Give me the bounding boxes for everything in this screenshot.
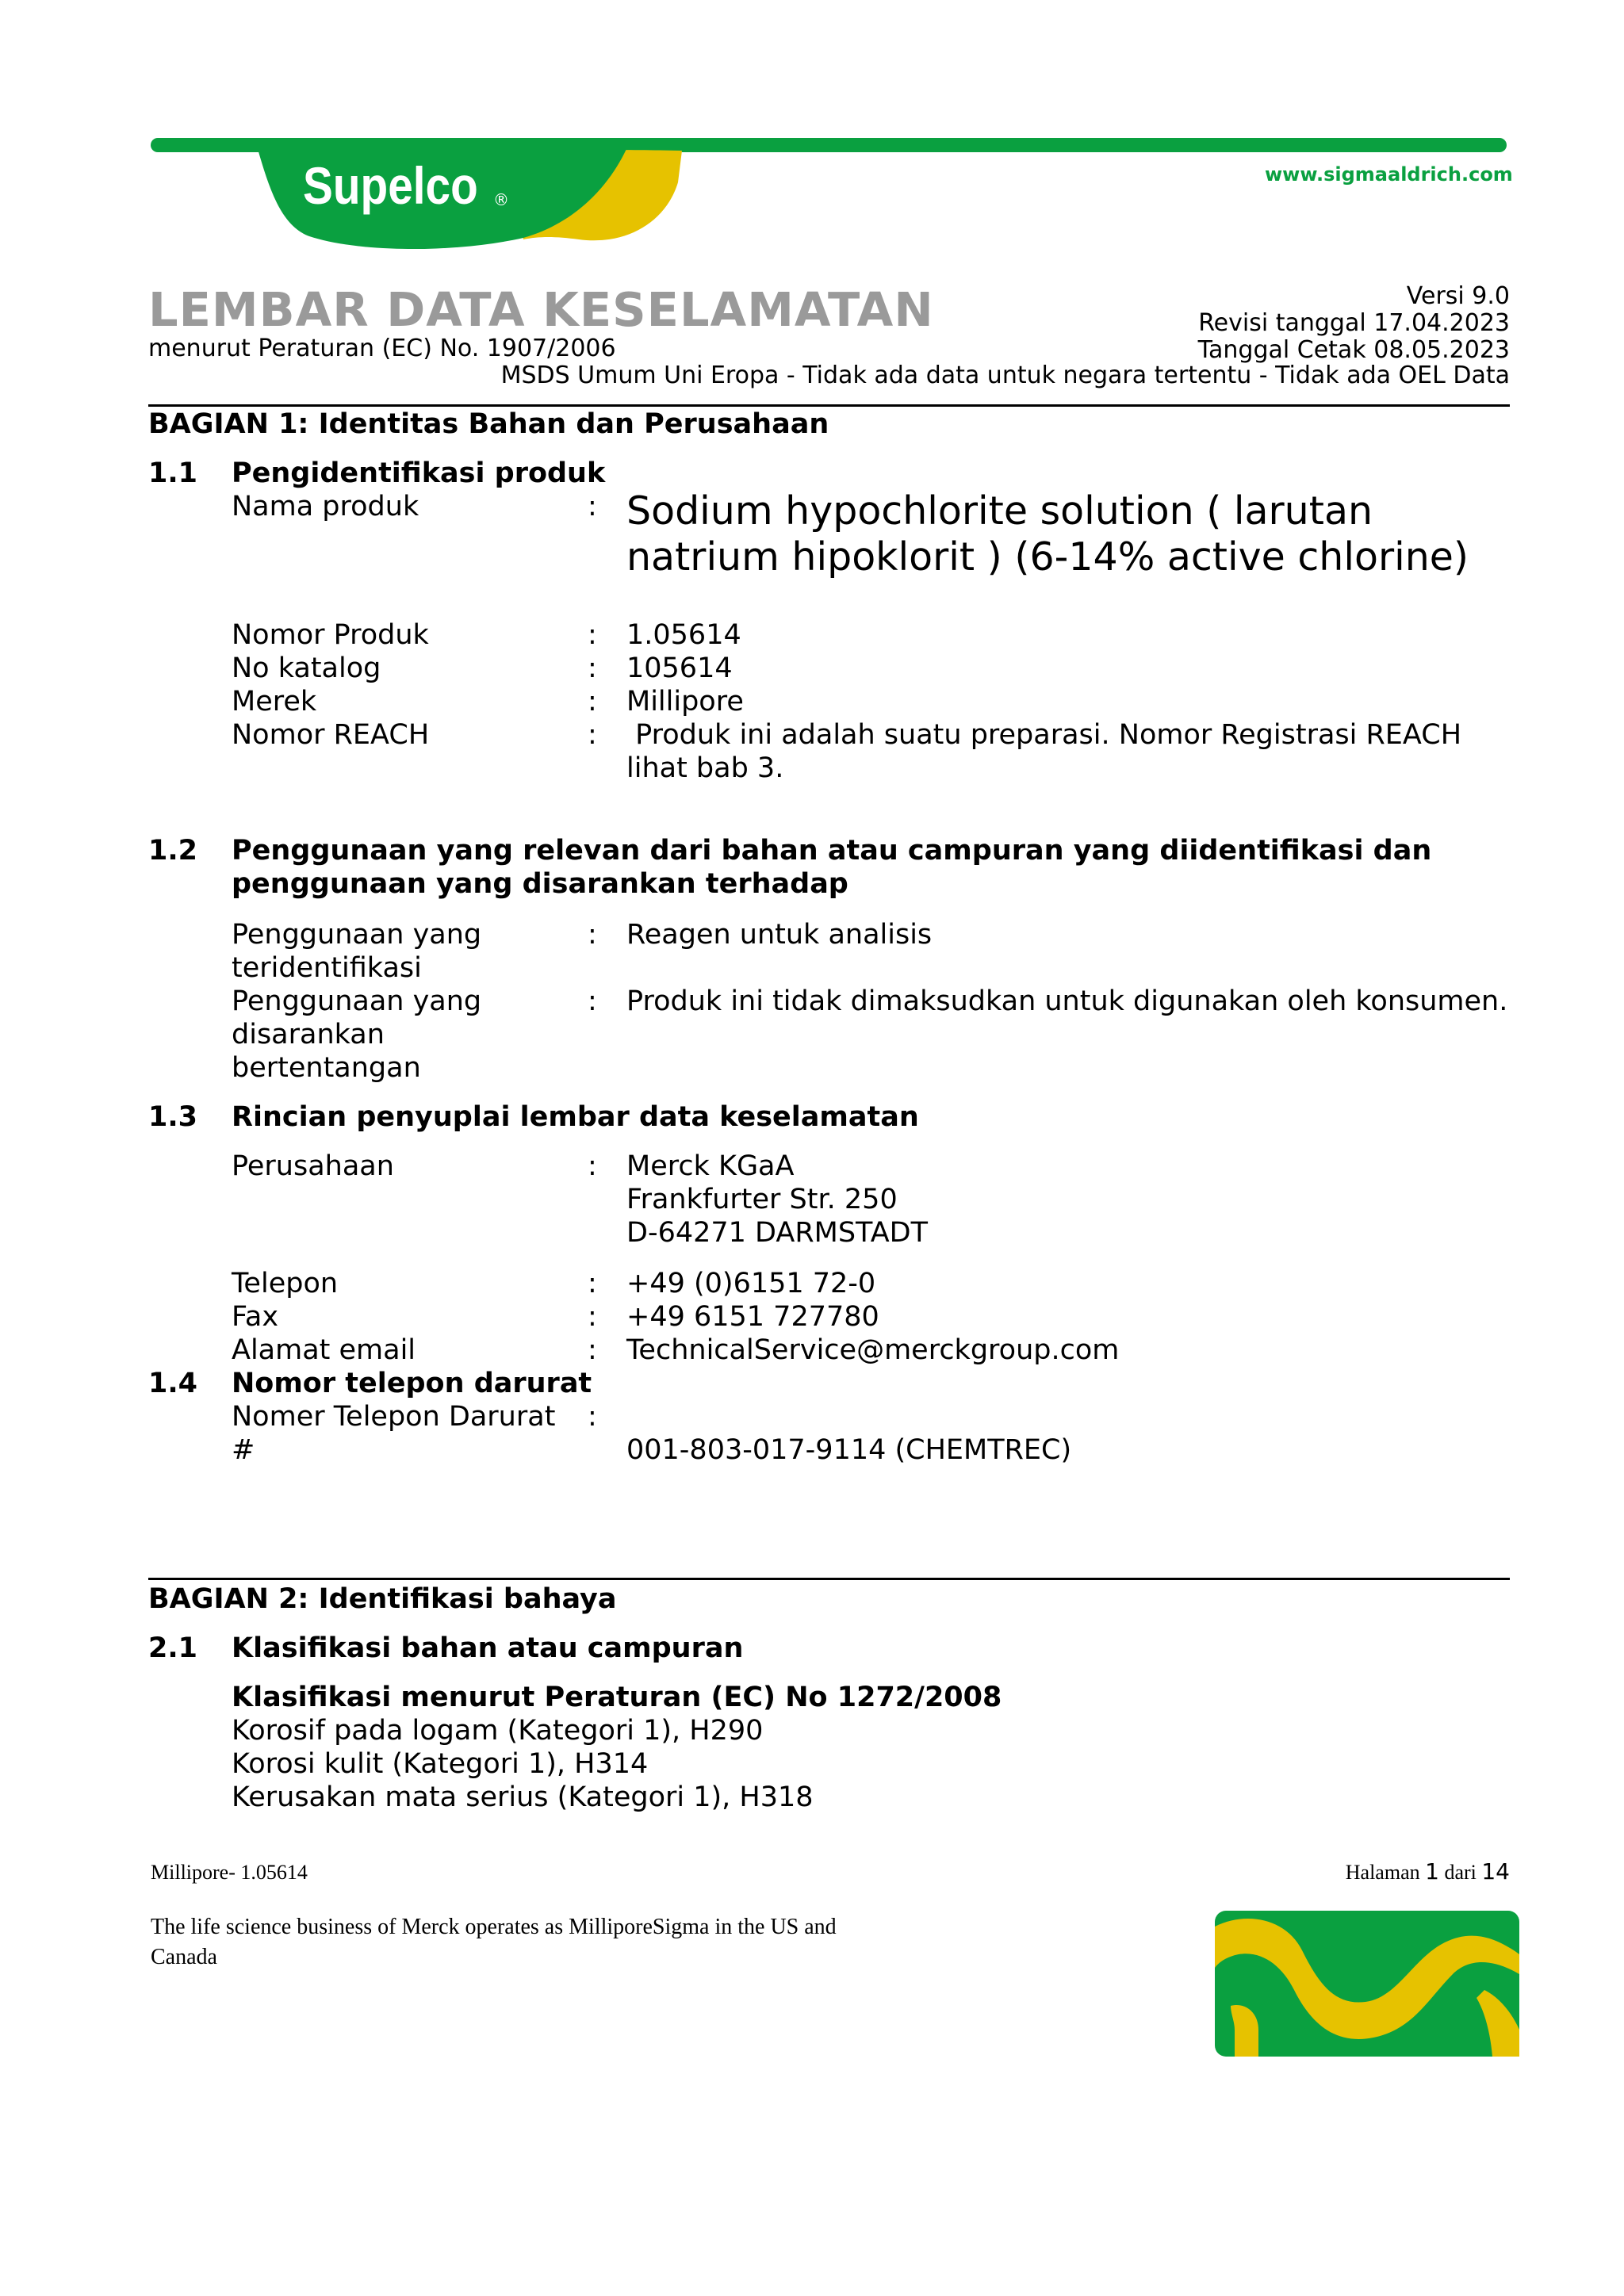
subsection-heading: Penggunaan yang relevan dari bahan atau campuran yang diidentifikasi dan: [232, 835, 1432, 867]
colon: :: [588, 985, 597, 1017]
identified-use: Reagen untuk analisis: [626, 919, 933, 951]
page-indicator: [1346, 1858, 1510, 1886]
catalog-label: No katalog: [232, 652, 381, 684]
colon: :: [588, 491, 597, 522]
product-name-continued: natrium hipoklorit ) (6-14% active chlorine): [626, 534, 1469, 580]
document-title: LEMBAR DATA KESELAMATAN: [148, 282, 934, 337]
company-city: D-64271 DARMSTADT: [626, 1217, 928, 1249]
footer-note-continued: Canada: [151, 1945, 217, 1969]
section-1-title: BAGIAN 1: Identitas Bahan dan Perusahaan: [148, 408, 829, 440]
product-number-label: Nomor Produk: [232, 619, 429, 651]
reach-note: Produk ini adalah suatu preparasi. Nomor Registrasi REACH: [626, 719, 1462, 751]
colon: :: [588, 1268, 597, 1299]
advised-against-label-continued: disarankan: [232, 1019, 385, 1050]
logo-text: Supelco: [303, 156, 478, 215]
brand: Millipore: [626, 686, 744, 718]
company-label: Perusahaan: [232, 1150, 394, 1182]
fax-number: +49 6151 727780: [626, 1301, 879, 1333]
colon: :: [588, 1150, 597, 1182]
section-2-title: BAGIAN 2: Identifikasi bahaya: [148, 1583, 617, 1615]
subsection-number: 1.4: [148, 1368, 198, 1399]
footer-product-ref: Millipore- 1.05614: [151, 1861, 308, 1884]
company-street: Frankfurter Str. 250: [626, 1184, 898, 1215]
product-name: Sodium hypochlorite solution ( larutan: [626, 488, 1373, 534]
page-total: 14: [1481, 1858, 1510, 1885]
subsection-number: 2.1: [148, 1632, 198, 1664]
page-word: Halaman: [1345, 1861, 1420, 1884]
subsection-heading: Klasifikasi bahan atau campuran: [232, 1632, 744, 1664]
merck-logo-icon: [1215, 1911, 1519, 2057]
colon: :: [588, 652, 597, 684]
product-name-label: Nama produk: [232, 491, 419, 522]
email-link[interactable]: TechnicalService@merckgroup.com: [626, 1334, 1120, 1366]
subsection-heading: Rincian penyuplai lembar data keselamatan: [232, 1101, 919, 1133]
divider: [148, 404, 1510, 407]
emergency-phone-label: Nomer Telepon Darurat: [232, 1401, 556, 1433]
subsection-heading: Nomor telepon darurat: [232, 1368, 592, 1399]
subsection-number: 1.1: [148, 457, 198, 489]
logo-registered-mark: ®: [493, 190, 509, 209]
page-current: 1: [1425, 1858, 1439, 1885]
print-date: Tanggal Cetak 08.05.2023: [1197, 336, 1510, 364]
emergency-phone-label-continued: #: [232, 1434, 255, 1466]
advised-against-label: Penggunaan yang: [232, 985, 482, 1017]
subsection-number: 1.2: [148, 835, 198, 867]
classification-item: Kerusakan mata serius (Kategori 1), H318: [232, 1781, 814, 1813]
footer-note: The life science business of Merck operates as MilliporeSigma in the US and: [151, 1915, 837, 1939]
revision-date: Revisi tanggal 17.04.2023: [1198, 309, 1510, 337]
colon: :: [588, 1301, 597, 1333]
colon: :: [588, 919, 597, 951]
reach-label: Nomor REACH: [232, 719, 430, 751]
divider: [148, 1578, 1510, 1580]
identified-use-label-continued: teridentifikasi: [232, 952, 422, 984]
colon: :: [588, 1401, 597, 1433]
colon: :: [588, 619, 597, 651]
catalog-number: 105614: [626, 652, 733, 684]
colon: :: [588, 686, 597, 718]
classification-item: Korosi kulit (Kategori 1), H314: [232, 1748, 649, 1780]
phone-number: +49 (0)6151 72-0: [626, 1268, 876, 1299]
msds-note: MSDS Umum Uni Eropa - Tidak ada data untuk negara tertentu - Tidak ada OEL Data: [500, 362, 1510, 389]
version: Versi 9.0: [1406, 282, 1510, 310]
emergency-phone-number: 001-803-017-9114 (CHEMTREC): [626, 1434, 1072, 1466]
regulation-reference: menurut Peraturan (EC) No. 1907/2006: [148, 335, 616, 362]
fax-label: Fax: [232, 1301, 279, 1333]
classification-item: Korosif pada logam (Kategori 1), H290: [232, 1715, 764, 1747]
advised-against-label-continued: bertentangan: [232, 1052, 421, 1084]
website-link[interactable]: www.sigmaaldrich.com: [1265, 163, 1513, 186]
advised-against-use: Produk ini tidak dimaksudkan untuk digunakan oleh konsumen.: [626, 985, 1508, 1017]
email-label: Alamat email: [232, 1334, 416, 1366]
subsection-heading: Pengidentifikasi produk: [232, 457, 606, 489]
company-name: Merck KGaA: [626, 1150, 795, 1182]
colon: :: [588, 719, 597, 751]
reach-note-continued: lihat bab 3.: [626, 752, 784, 784]
subsection-number: 1.3: [148, 1101, 198, 1133]
subsection-heading-continued: penggunaan yang disarankan terhadap: [232, 868, 848, 900]
product-number: 1.05614: [626, 619, 741, 651]
identified-use-label: Penggunaan yang: [232, 919, 482, 951]
page-of: dari: [1444, 1861, 1477, 1884]
colon: :: [588, 1334, 597, 1366]
classification-subheading: Klasifikasi menurut Peraturan (EC) No 1272/2008: [232, 1682, 1002, 1713]
brand-label: Merek: [232, 686, 317, 718]
phone-label: Telepon: [232, 1268, 339, 1299]
